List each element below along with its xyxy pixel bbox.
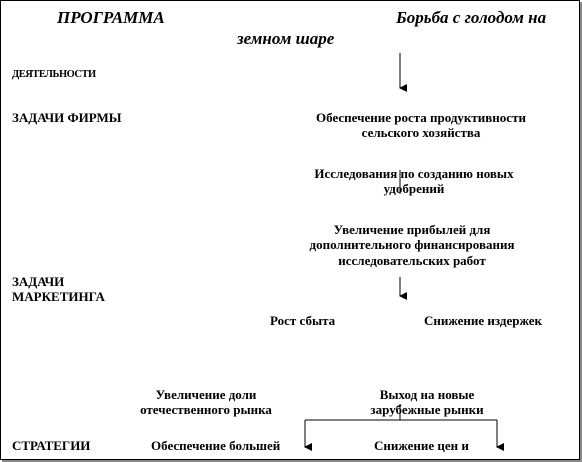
row-label-activities: ДЕЯТЕЛЬНОСТИ [12,69,96,80]
node-foreign-markets: Выход на новые зарубежные рынки [370,387,484,418]
node-productivity: Обеспечение роста продуктивности сельского хозяйства [316,110,526,141]
node-cost-reduction: Снижение издержек [424,313,542,328]
program-name-line2: земном шаре [237,29,335,48]
program-name-line1: Борьба с голодом на [396,8,547,27]
node-sales-growth: Рост сбыта [270,313,336,328]
node-profit: Увеличение прибылей для дополнительного финансирования исследовательских работ [309,222,515,268]
row-label-marketing-tasks: ЗАДАЧИ МАРКЕТИНГА [12,274,105,305]
row-label-strategies: СТРАТЕГИИ [12,438,91,453]
program-label: ПРОГРАММА [57,8,165,27]
node-domestic-share: Увеличение доли отечественного рынка [140,387,272,418]
node-fertilizers: Исследования по созданию новых удобрений [314,166,514,197]
node-price-cut: Снижение цен и [374,438,469,453]
row-label-firm-tasks: ЗАДАЧИ ФИРМЫ [12,110,122,125]
node-greater: Обеспечение большей [151,438,281,453]
